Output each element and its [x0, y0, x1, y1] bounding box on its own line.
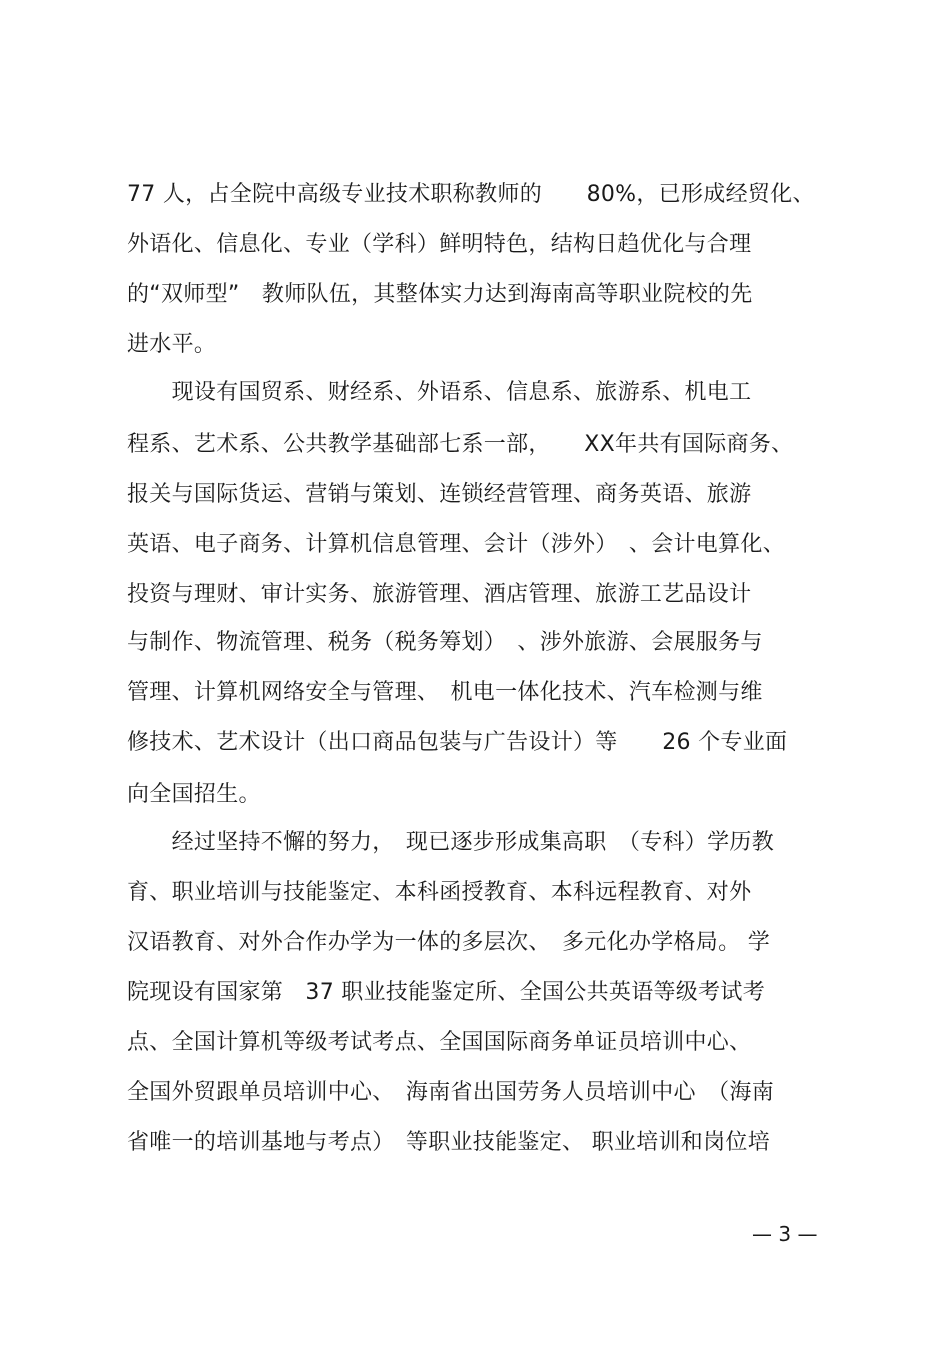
text-line: 经过坚持不懈的努力， 现已逐步形成集高职 （专科）学历教 — [127, 830, 775, 855]
text-line: 程系、艺术系、公共教学基础部七系一部， XX年共有国际商务、 — [127, 432, 794, 457]
text-line: 77 人，占全院中高级专业技术职称教师的 80%，已形成经贸化、 — [127, 182, 815, 207]
text-line: 管理、计算机网络安全与管理、 机电一体化技术、汽车检测与维 — [127, 680, 763, 705]
text-line: 的“双师型” 教师队伍，其整体实力达到海南高等职业院校的先 — [127, 282, 753, 307]
text-line: 全国外贸跟单员培训中心、 海南省出国劳务人员培训中心 （海南 — [127, 1080, 775, 1105]
text-line: 外语化、信息化、专业（学科）鲜明特色，结构日趋优化与合理 — [127, 232, 752, 257]
text-line: 投资与理财、审计实务、旅游管理、酒店管理、旅游工艺品设计 — [127, 582, 752, 607]
page-number: — 3 — — [752, 1222, 818, 1246]
text-line: 院现设有国家第 37 职业技能鉴定所、全国公共英语等级考试考 — [127, 980, 765, 1005]
text-line: 育、职业培训与技能鉴定、本科函授教育、本科远程教育、对外 — [127, 880, 752, 905]
text-line: 点、全国计算机等级考试考点、全国国际商务单证员培训中心、 — [127, 1030, 752, 1055]
text-line: 向全国招生。 — [127, 782, 261, 807]
text-line: 报关与国际货运、营销与策划、连锁经营管理、商务英语、旅游 — [127, 482, 752, 507]
text-line: 进水平。 — [127, 332, 217, 357]
text-line: 修技术、艺术设计（出口商品包装与广告设计）等 26 个专业面 — [127, 730, 788, 755]
text-line: 现设有国贸系、财经系、外语系、信息系、旅游系、机电工 — [127, 380, 752, 405]
text-line: 英语、电子商务、计算机信息管理、会计（涉外） 、会计电算化、 — [127, 532, 786, 557]
text-line: 汉语教育、对外合作办学为一体的多层次、 多元化办学格局。 学 — [127, 930, 770, 955]
text-line: 省唯一的培训基地与考点） 等职业技能鉴定、 职业培训和岗位培 — [127, 1130, 770, 1155]
text-line: 与制作、物流管理、税务（税务筹划） 、涉外旅游、会展服务与 — [127, 630, 763, 655]
